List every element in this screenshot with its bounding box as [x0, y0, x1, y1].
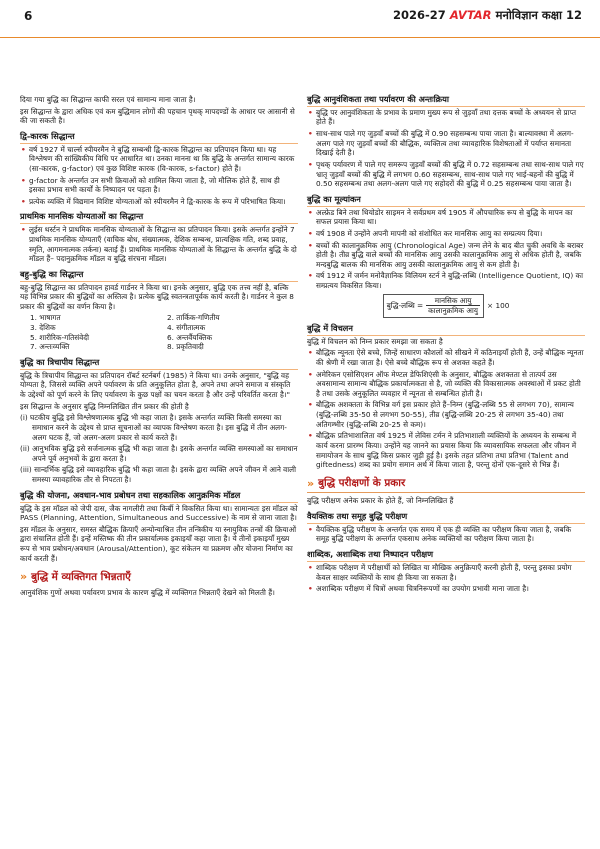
chevron-right-icon: »	[20, 570, 28, 584]
list-item: • बुद्धि पर आनुवंशिकता के प्रभाव के प्रमाण मुख्य रूप से जुड़वाँ तथा दत्तक बच्चों के अध्ययन से प्राप्त होते हैं।	[307, 108, 585, 127]
right-column	[307, 94, 585, 596]
triarchic-paragraph-2: इस सिद्धान्त के अनुसार बुद्धि निम्नलिखित तीन प्रकार की होती है	[20, 401, 189, 411]
header-class: कक्षा 12	[541, 8, 582, 22]
list-item: 4. संगीतात्मक	[167, 323, 206, 333]
tests-list-2	[307, 563, 585, 594]
list-item: • साथ-साथ पाले गए जुड़वाँ बच्चों की बुद्धि में 0.90 सहसम्बन्ध पाया जाता है। बाल्यावस्था में अलग-अलग पाले गए जुड़वाँ बच्चों की बौद्धिक, व्यक्तित्व तथा व्यावहारिक विशेषताओं में पर्याप्त समानता दिखाई देती है।	[307, 129, 585, 158]
list-item: • बौद्धिक प्रतिभाशालिता वर्ष 1925 में लेविस टर्मन ने प्रतिभाशाली व्यक्तियों के अध्ययन के सम्बन्ध में कार्य करना प्रारम्भ किया। उन्होंने यह जानने का प्रयास किया कि व्यावसायिक सफलता और जीवन में समायोजन के साथ बुद्धि किस प्रकार जुड़ी हुई है। इसके तहत प्रतिभा तथा प्रतिभा (Talent and giftedness) शब्द का प्रयोग समान अर्थ में किया जाता है, परन्तु दोनों एक-दूसरे से भिन्न हैं।	[307, 431, 585, 470]
two-factor-list	[20, 145, 298, 207]
assessment-list	[307, 208, 585, 291]
page-number: 6	[24, 9, 33, 23]
list-item: • अल्फ्रेड बिने तथा थियोडोर साइमन ने सर्वप्रथम वर्ष 1905 में औपचारिक रूप से बुद्धि के मापन का सफल प्रयास किया था।	[307, 208, 585, 227]
iq-denominator: कालानुक्रमिक आयु	[428, 306, 479, 316]
deviation-intro: बुद्धि में विचलन को निम्न प्रकार समझा जा सकता है	[307, 336, 443, 346]
list-item: 8. प्रकृतिवादी	[167, 342, 204, 352]
list-item: • वर्ष 1927 में चार्ल्स स्पीयरमैन ने बुद्धि सम्बन्धी द्वि-कारक सिद्धान्त का प्रतिपादन किया था। यह विश्लेषण की सांख्यिकीय विधि पर आधारित था। उनका मानना था कि बुद्धि के अन्तर्गत सामान्य कारक (सा-कारक, g-factor) एवं कुछ विशिष्ट कारक (वि-कारक, s-factor) होते हैं।	[20, 145, 298, 174]
deviation-heading: बुद्धि में विचलन	[307, 323, 585, 336]
triarchic-list	[20, 413, 298, 484]
list-item: • बौद्धिक न्यूनता ऐसे बच्चे, जिन्हें साधारण कौशलों को सीखने में कठिनाइयाँ होती हैं, उन्हें बौद्धिक न्यूनता की श्रेणी में रखा जाता है। ऐसे बच्चे बौद्धिक रूप से अशक्त कहते हैं।	[307, 348, 585, 367]
list-item: 1. भाषागत	[30, 313, 61, 323]
list-item: • g-factor के अन्तर्गत उन सभी क्रियाओं को शामिल किया जाता है, जो मौलिक होते हैं, साथ ही इसका प्रभाव सभी कार्यों के निष्पादन पर पड़ता है।	[20, 176, 298, 195]
assessment-heading: बुद्धि का मूल्यांकन	[307, 194, 585, 207]
tests-subheading-1: वैयक्तिक तथा समूह बुद्धि परीक्षण	[307, 511, 585, 524]
triarchic-paragraph-1: बुद्धि के त्रिचापीय सिद्धान्त का प्रतिपादन रॉबर्ट स्टर्नबर्ग (1985) ने किया था। उनके अनुसार, "बुद्धि वह योग्यता है, जिससे व्यक्ति अपने पर्यावरण के प्रति अनुकूलित होता है, अपने तथा अपने समाज व संस्कृति के उद्देश्यों को पूर्ण करने के लिए पर्यावरण के कुछ पक्षों का चयन करता है और उन्हें परिवर्तित करता है।"	[20, 370, 291, 400]
list-item: • वैयक्तिक बुद्धि परीक्षण के अन्तर्गत एक समय में एक ही व्यक्ति का परीक्षण किया जाता है, जबकि समूह बुद्धि परीक्षण के अन्तर्गत एकसाथ अनेक व्यक्तियों का परीक्षण किया जाता है।	[307, 525, 585, 544]
list-item: 2. तार्किक-गणितीय	[167, 313, 220, 323]
mi-heading: बहु-बुद्धि का सिद्धान्त	[20, 269, 298, 282]
iq-numerator: मानसिक आयु	[426, 296, 480, 307]
iq-fraction	[426, 296, 480, 316]
list-item: 7. अन्तःव्यक्ति	[30, 342, 70, 352]
iq-multiplier: × 100	[487, 300, 510, 310]
list-item: (ii) आनुभविक बुद्धि इसे सर्जनात्मक बुद्धि भी कहा जाता है। इसके अन्तर्गत व्यक्ति समस्याओं का समाधान अपने पूर्व अनुभवों के द्वारा करता है।	[20, 444, 298, 463]
page-header	[0, 0, 600, 38]
iq-formula	[307, 294, 585, 318]
individual-differences-title: बुद्धि में व्यक्तिगत भिन्नताएँ	[31, 570, 131, 583]
heredity-list	[307, 108, 585, 189]
deviation-list	[307, 348, 585, 470]
pass-heading: बुद्धि की योजना, अवधान-भाव प्रबोधन तथा सहकालिक आनुक्रमिक मॉडल	[20, 490, 298, 503]
list-item: 5. शारीरिक-गतिसंवेदी	[30, 332, 90, 342]
tests-heading	[307, 477, 585, 494]
list-item: • प्रत्येक व्यक्ति में विद्यमान विशिष्ट योग्यताओं को स्पीयरमैन ने द्वि-कारक के रूप में परिभाषित किया।	[20, 197, 298, 207]
tests-title: बुद्धि परीक्षणों के प्रकार	[318, 477, 406, 490]
tests-list-1	[307, 525, 585, 544]
mi-paragraph: बहु-बुद्धि सिद्धान्त का प्रतिपादन हावर्ड गार्डनर ने किया था। इनके अनुसार, बुद्धि एक तत्त्व नहीं है, बल्कि यह विभिन्न प्रकार की बुद्धियों का अस्तित्व है। प्रत्येक बुद्धि स्वतन्त्रतापूर्वक कार्य करती है। गार्डनर ने कुल 8 प्रकार की बुद्धियों का वर्णन किया है।	[20, 282, 294, 311]
individual-differences-heading	[20, 570, 298, 585]
list-item: • वर्ष 1908 में उन्होंने अपनी मापनी को संशोधित कर मानसिक आयु का सम्प्रत्यय दिया।	[307, 229, 585, 239]
list-item: (i) घटकीय बुद्धि इसे विश्लेषणात्मक बुद्धि भी कहा जाता है। इसके अन्तर्गत व्यक्ति किसी समस्या का समाधान करने के उद्देश्य से प्राप्त सूचनाओं का व्यापक विश्लेषण करता है। इस बुद्धि में तीन अलग-अलग घटक हैं, जो अलग-अलग प्रकार से कार्य करते हैं।	[20, 413, 287, 442]
triarchic-heading: बुद्धि का त्रिचापीय सिद्धान्त	[20, 357, 298, 370]
heredity-heading: बुद्धि आनुवंशिकता तथा पर्यावरण की अन्तःक्रिया	[307, 94, 585, 107]
list-item: • अशाब्दिक परीक्षण में चित्रों अथवा चित्रनिरूपणों का उपयोग प्रभावी माना जाता है।	[307, 584, 585, 594]
list-item: • बौद्धिक अशक्तता के विभिन्न वर्ग इस प्रकार होते हैं–निम्न (बुद्धि-लब्धि 55 से लगभग 70), सामान्य (बुद्धि-लब्धि 35-50 से लगभग 50-55), तीव्र (बुद्धि-लब्धि 20-25 से लगभग 35-40) तथा अतिगम्भीर (बुद्धि-लब्धि 20-25 से कम)।	[307, 400, 585, 429]
header-subject: मनोविज्ञान	[495, 8, 538, 22]
list-item: 3. देशिक	[30, 323, 56, 333]
chevron-right-icon: »	[307, 476, 315, 490]
continued-text-2: इस सिद्धान्त के द्वारा अधिक एवं कम बुद्धिमान लोगों की पहचान पृथक् मापदण्डों के आधार पर आसानी से की जा सकती है।	[20, 106, 295, 126]
iq-formula-lhs: बुद्धि-लब्धि =	[386, 300, 424, 310]
pma-list	[20, 225, 298, 264]
header-title	[393, 8, 582, 23]
avtar-logo: AVTAR	[449, 8, 492, 22]
individual-differences-paragraph: आनुवंशिक गुणों अथवा पर्यावरण प्रभाव के कारण बुद्धि में व्यक्तिगत भिन्नताएँ देखने को मिलती हैं।	[20, 587, 275, 597]
list-item: • लुईस थर्स्टन ने प्राथमिक मानसिक योग्यताओं के सिद्धान्त का प्रतिपादन किया। इसके अन्तर्गत इन्होंने 7 प्राथमिक मानसिक योग्यताएँ (वाचिक बोध, संख्यात्मक, देशिक सम्बन्ध, प्रात्यक्षिक गति, शब्द प्रवाह, स्मृति, आगमनात्मक तर्कना) बताई हैं। प्राथमिक मानसिक योग्यताओं के सिद्धान्त के अन्तर्गत बुद्धि के दो मॉडल हैं– पदानुक्रमिक मॉडल व बुद्धि संरचना मॉडल।	[20, 225, 298, 264]
list-item: (iii) सान्दर्भिक बुद्धि इसे व्यावहारिक बुद्धि भी कहा जाता है। इसके द्वारा व्यक्ति अपने जीवन में आने वाली समस्या व्यावहारिक तौर से निपटता है।	[20, 465, 296, 485]
pass-paragraph-1: बुद्धि के इस मॉडल को जेपी दास, जैक नागलीरी तथा किर्बी ने विकसित किया था। सामान्यतः इस मॉडल को PASS (Planning, Attention, Simultaneous and Successive) के नाम से जाना जाता है।	[20, 503, 298, 523]
list-item: • अमेरिकन एसोसिएशन ऑफ मेण्टल डेफिशिएंसी के अनुसार, बौद्धिक अशक्तता से तात्पर्य उस अवसामान्य सामान्य बौद्धिक प्रकार्यात्मकता से है, जो व्यक्ति की विकासात्मक अवस्थाओं में प्रकट होती है तथा उसके अनुकूलित व्यवहार में न्यूनता से सम्बन्धित होती है।	[307, 370, 585, 399]
two-factor-heading: द्वि-कारक सिद्धान्त	[20, 131, 298, 144]
pma-heading: प्राथमिक मानसिक योग्यताओं का सिद्धान्त	[20, 211, 298, 224]
tests-intro: बुद्धि परीक्षण अनेक प्रकार के होते हैं, जो निम्नलिखित हैं	[307, 496, 454, 506]
list-item: • बच्चों की कालानुक्रमिक आयु (Chronological Age) जन्म लेने के बाद बीत चुकी अवधि के बराबर होती है। तीव्र बुद्धि वाले बच्चों की मानसिक आयु उसकी कालानुक्रमिक आयु से अधिक होती है, जबकि मन्दबुद्धि बालक की मानसिक आयु उसकी कालानुक्रमिक आयु से कम होती है।	[307, 241, 585, 270]
left-column	[20, 94, 298, 599]
tests-subheading-2: शाब्दिक, अशाब्दिक तथा निष्पादन परीक्षण	[307, 549, 585, 562]
list-item: • पृथक् पर्यावरण में पाले गए समरूप जुड़वाँ बच्चों की बुद्धि में 0.72 सहसम्बन्ध तथा साथ-साथ पाले गए भ्रातृ जुड़वाँ बच्चों की बुद्धि में लगभग 0.60 सहसम्बन्ध, साथ-साथ पाले गए भाई-बहनों की बुद्धि में 0.50 सहसम्बन्ध तथा अलग-अलग पाले गए सहोदरों की बुद्धि में 0.25 सहसम्बन्ध पाया जाता है।	[307, 160, 585, 189]
list-item: 6. अन्तर्वैयक्तिक	[167, 332, 213, 342]
iq-formula-box	[383, 294, 484, 318]
pass-paragraph-2: इस मॉडल के अनुसार, समस्त बौद्धिक क्रियाएँ अन्योन्याश्रित तीन तन्त्रिकीय या स्नायुविक तन्त्रों की क्रियाओं द्वारा संचालित होती हैं। इन्हें मस्तिष्क की तीन प्रकार्यात्मक इकाइयाँ कहा जाता है। ये तीनों इकाइयाँ मुख्य रूप से भाव प्रबोधन/अवधान (Arousal/Attention), कूट संकेतन या प्रक्रमण और योजना निर्माण का कार्य करती हैं।	[20, 524, 297, 563]
mi-types-list	[20, 313, 298, 352]
list-item: • वर्ष 1912 में जर्मन मनोवैज्ञानिक विलियम स्टर्न ने बुद्धि-लब्धि (Intelligence Quotient, IQ) का सम्प्रत्यय विकसित किया।	[307, 271, 585, 290]
list-item: • शाब्दिक परीक्षण में परीक्षार्थी को लिखित या मौखिक अनुक्रियाएँ करनी होती हैं, परन्तु इसका प्रयोग केवल साक्षर व्यक्तियों के साथ ही किया जा सकता है।	[307, 563, 585, 582]
header-year: 2026-27	[393, 8, 446, 22]
continued-text-1: दिया गया बुद्धि का सिद्धान्त काफी सरल एवं सामान्य माना जाता है।	[20, 95, 196, 104]
